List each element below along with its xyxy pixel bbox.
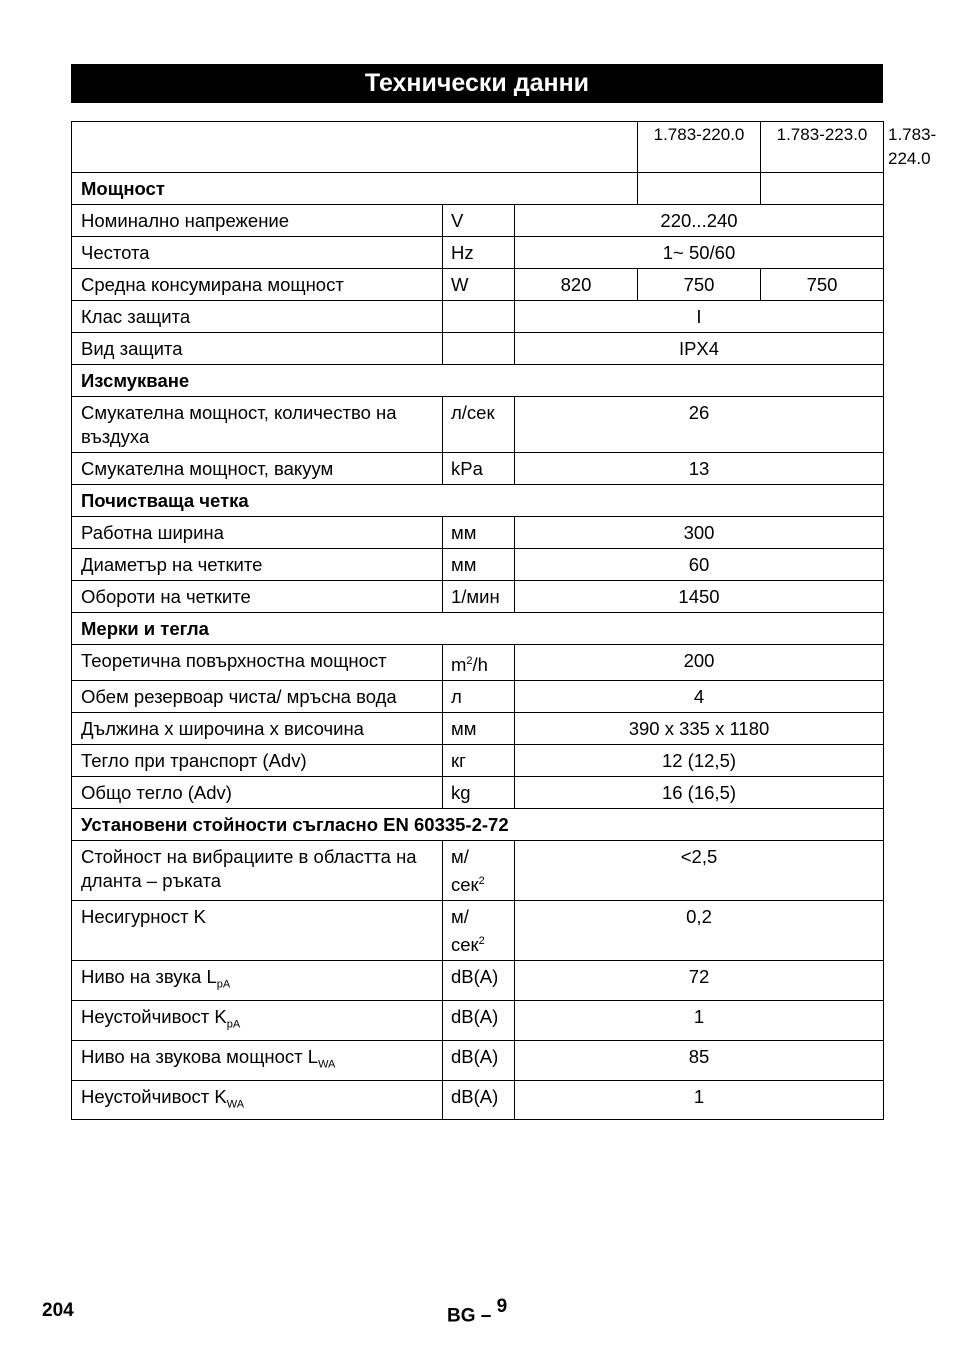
row-unit: л [443, 681, 515, 713]
unit-part-b: сек [451, 874, 479, 896]
unit-part-a: м/ [451, 906, 469, 928]
row-value: 1 [515, 1080, 884, 1120]
row-value: 16 (16,5) [515, 777, 884, 809]
row-label: Работна ширина [72, 517, 443, 549]
row-value: 12 (12,5) [515, 745, 884, 777]
table-row [72, 333, 884, 365]
row-value: 0,2 [515, 901, 884, 961]
section-row [72, 485, 884, 517]
label-subscript: pA [226, 1018, 241, 1031]
row-unit: 1/мин [443, 581, 515, 613]
row-label: Несигурност K [72, 901, 443, 961]
unit-part-a: м/ [451, 846, 469, 868]
label-text: Ниво на звука L [81, 966, 217, 988]
row-value: 26 [515, 397, 884, 453]
table-row [72, 681, 884, 713]
page-title: Технически данни [71, 64, 883, 103]
empty-header-cell [72, 122, 638, 173]
row-label: Номинално напрежение [72, 205, 443, 237]
row-value: 1450 [515, 581, 884, 613]
row-value: 85 [515, 1040, 884, 1080]
row-value: <2,5 [515, 841, 884, 901]
row-unit: kPa [443, 453, 515, 485]
section-row [72, 809, 884, 841]
model-header-1: 1.783-220.0 [638, 122, 761, 173]
row-label: Дължина x широчина x височина [72, 713, 443, 745]
row-label: Теоретична повърхностна мощност [72, 645, 443, 681]
row-label: Общо тегло (Adv) [72, 777, 443, 809]
row-unit: Hz [443, 237, 515, 269]
table-row [72, 397, 884, 453]
row-unit: мм [443, 517, 515, 549]
row-value: 200 [515, 645, 884, 681]
section-title-dims: Мерки и тегла [72, 613, 884, 645]
row-label: Тегло при транспорт (Adv) [72, 745, 443, 777]
table-row [72, 237, 884, 269]
row-unit [443, 841, 515, 901]
table-row [72, 1080, 884, 1120]
row-unit [443, 645, 515, 681]
table-row [72, 549, 884, 581]
table-row [72, 745, 884, 777]
row-unit [443, 333, 515, 365]
row-value: 1~ 50/60 [515, 237, 884, 269]
label-subscript: pA [216, 979, 231, 992]
table-row [72, 841, 884, 901]
row-label: Клас защита [72, 301, 443, 333]
row-unit: мм [443, 549, 515, 581]
row-value: 4 [515, 681, 884, 713]
row-label [72, 1080, 443, 1120]
row-label: Обем резервоар чиста/ мръсна вода [72, 681, 443, 713]
row-unit: kg [443, 777, 515, 809]
row-label: Смукателна мощност, вакуум [72, 453, 443, 485]
row-label: Средна консумирана мощност [72, 269, 443, 301]
row-label [72, 961, 443, 1001]
row-value: 60 [515, 549, 884, 581]
table-row [72, 713, 884, 745]
table-row [72, 453, 884, 485]
spec-table [71, 121, 937, 1120]
footer-lang-page [447, 1298, 507, 1327]
row-unit: кг [443, 745, 515, 777]
unit-superscript: 2 [478, 935, 485, 948]
unit-rest: /h [472, 654, 488, 676]
unit-base: m [451, 654, 467, 676]
row-value: 72 [515, 961, 884, 1001]
row-label: Стойност на вибрациите в областта на дланта – ръката [72, 841, 443, 901]
row-unit: мм [443, 713, 515, 745]
empty-cell [638, 173, 761, 205]
row-unit: л/сек [443, 397, 515, 453]
table-header-row: 1.783-220.0 1.783-223.0 1.783-224.0 [72, 122, 884, 173]
table-row [72, 269, 884, 301]
row-value-model-1: 820 [515, 269, 638, 301]
table-row [72, 1040, 884, 1080]
label-text: Неустойчивост K [81, 1006, 227, 1028]
row-value: 13 [515, 453, 884, 485]
row-value: 300 [515, 517, 884, 549]
footer-lang: BG [447, 1305, 476, 1327]
section-row [72, 173, 884, 205]
row-value: IPX4 [515, 333, 884, 365]
row-unit: V [443, 205, 515, 237]
empty-cell [761, 173, 884, 205]
footer-section-number: 9 [496, 1296, 508, 1317]
unit-superscript: 2 [478, 875, 485, 888]
row-value: I [515, 301, 884, 333]
row-value-model-3: 750 [761, 269, 884, 301]
section-title-standards: Установени стойности съгласно EN 60335-2-72 [72, 809, 884, 841]
unit-part-b: сек [451, 934, 479, 956]
row-label [72, 1001, 443, 1041]
label-text: Ниво на звукова мощност L [81, 1045, 319, 1067]
row-value: 1 [515, 1001, 884, 1041]
label-subscript: WA [226, 1098, 245, 1111]
table-row [72, 645, 884, 681]
section-title-suction: Изсмукване [72, 365, 884, 397]
footer-dash: – [475, 1305, 497, 1327]
row-value: 220...240 [515, 205, 884, 237]
row-unit: dB(A) [443, 1080, 515, 1120]
row-unit: dB(A) [443, 1040, 515, 1080]
label-text: Неустойчивост K [81, 1085, 227, 1107]
row-unit: dB(A) [443, 1001, 515, 1041]
table-row [72, 777, 884, 809]
table-row [72, 581, 884, 613]
row-unit [443, 901, 515, 961]
row-value-model-2: 750 [638, 269, 761, 301]
section-title-brush: Почистваща четка [72, 485, 884, 517]
row-label [72, 1040, 443, 1080]
row-value: 390 x 335 x 1180 [515, 713, 884, 745]
unit-superscript: 2 [466, 655, 473, 667]
row-label: Вид защита [72, 333, 443, 365]
row-unit: W [443, 269, 515, 301]
page-number: 204 [42, 1300, 74, 1321]
row-label: Смукателна мощност, количество на въздуха [72, 397, 443, 453]
model-header-2: 1.783-223.0 [761, 122, 884, 173]
row-unit [443, 301, 515, 333]
section-title-power: Мощност [72, 173, 638, 205]
section-row [72, 613, 884, 645]
table-row [72, 301, 884, 333]
table-row [72, 961, 884, 1001]
table-row [72, 205, 884, 237]
table-row [72, 901, 884, 961]
section-row [72, 365, 884, 397]
row-label: Диаметър на четките [72, 549, 443, 581]
row-label: Честота [72, 237, 443, 269]
table-row [72, 517, 884, 549]
row-unit: dB(A) [443, 961, 515, 1001]
table-row [72, 1001, 884, 1041]
row-label: Обороти на четките [72, 581, 443, 613]
label-subscript: WA [318, 1058, 336, 1071]
